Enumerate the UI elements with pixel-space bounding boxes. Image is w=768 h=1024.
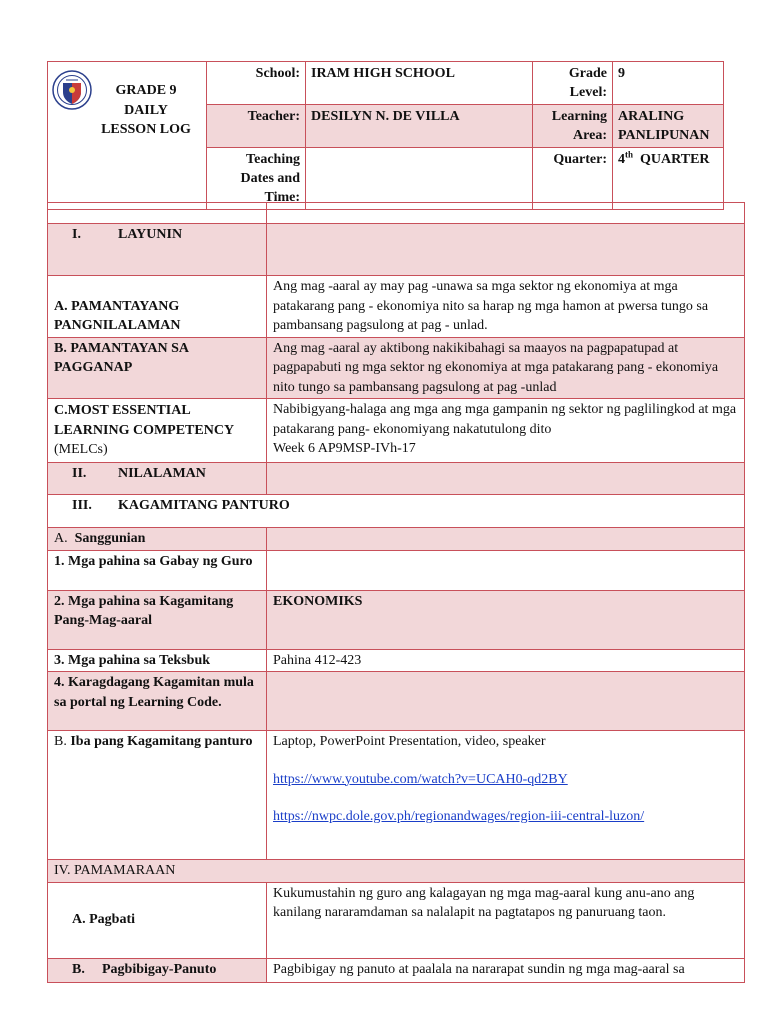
teaching-dates-label: Teaching Dates and Time: bbox=[207, 148, 306, 210]
teksbuk-label: 3. Mga pahina sa Teksbuk bbox=[48, 649, 267, 672]
school-value: IRAM HIGH SCHOOL bbox=[306, 62, 533, 105]
school-label: School: bbox=[207, 62, 306, 105]
title-line-2: DAILY bbox=[124, 102, 168, 118]
quarter-label: Quarter: bbox=[533, 148, 613, 210]
lesson-plan-table bbox=[47, 202, 745, 983]
pagbati-label: A. Pagbati bbox=[48, 882, 267, 958]
section-layunin: I. LAYUNIN bbox=[48, 224, 267, 276]
section-kagamitang-panturo: III. KAGAMITANG PANTURO bbox=[48, 495, 745, 528]
deped-seal-icon bbox=[52, 70, 92, 110]
title-line-1: GRADE 9 bbox=[115, 83, 177, 98]
gabay-ng-guro-label: 1. Mga pahina sa Gabay ng Guro bbox=[48, 550, 267, 590]
section-nilalaman: II. NILALAMAN bbox=[48, 463, 267, 495]
grade-level-value: 9 bbox=[613, 62, 724, 105]
section-pamamaraan: IV. PAMAMARAAN bbox=[48, 860, 745, 883]
teksbuk-value: Pahina 412-423 bbox=[267, 649, 745, 672]
pamantayang-pangnilalaman-label: A. PAMANTAYANG PANGNILALAMAN bbox=[48, 276, 267, 338]
melc-code: Week 6 AP9MSP-IVh-17 bbox=[273, 441, 416, 456]
learning-area-label: Learning Area: bbox=[533, 105, 613, 148]
kagamitang-pang-mag-aaral-value: EKONOMIKS bbox=[267, 590, 745, 649]
iba-pang-kagamitan-value bbox=[267, 731, 745, 860]
grade-level-label: Grade Level: bbox=[533, 62, 613, 105]
empty-label-cell bbox=[48, 203, 267, 224]
lesson-log-title bbox=[98, 81, 194, 140]
pagbibigay-panuto-text: Pagbibigay ng panuto at paalala na nararapat sundin ng mga mag-aaral sa bbox=[267, 958, 745, 982]
nwpc-dole-link[interactable]: https://nwpc.dole.gov.ph/regionandwages/region-iii-central-luzon/ bbox=[273, 809, 645, 824]
melc-description: Nabibigyang-halaga ang mga ang mga gampanin ng sektor ng paglilingkod at mga patakarang pang- ekonomiyang nakatutulong dito bbox=[273, 402, 737, 437]
empty-value-cell bbox=[267, 203, 745, 224]
gabay-ng-guro-value bbox=[267, 550, 745, 590]
pamantayan-sa-pagganap-label: B. PAMANTAYAN SA PAGGANAP bbox=[48, 337, 267, 399]
melc-label: C.MOST ESSENTIAL LEARNING COMPETENCY (MELCs) bbox=[48, 399, 267, 463]
teacher-label: Teacher: bbox=[207, 105, 306, 148]
youtube-link[interactable]: https://www.youtube.com/watch?v=UCAH0-qd2BY bbox=[273, 771, 568, 787]
teaching-dates-value bbox=[306, 148, 533, 210]
materials-text: Laptop, PowerPoint Presentation, video, speaker bbox=[273, 734, 546, 749]
logo-cell bbox=[48, 62, 207, 210]
melc-text bbox=[267, 399, 745, 463]
learning-portal-value bbox=[267, 672, 745, 731]
header-table bbox=[47, 61, 724, 210]
learning-portal-label: 4. Karagdagang Kagamitan mula sa portal ng Learning Code. bbox=[48, 672, 267, 731]
sanggunian-label: A. Sanggunian bbox=[48, 528, 267, 551]
nilalaman-value bbox=[267, 463, 745, 495]
layunin-value bbox=[267, 224, 745, 276]
learning-area-value: ARALING PANLIPUNAN bbox=[613, 105, 724, 148]
pamantayang-pangnilalaman-text: Ang mag -aaral ay may pag -unawa sa mga sektor ng ekonomiya at mga patakarang pang - ekonomiya nito sa harap ng mga hamon at pwersa tungo sa pambansang pagsulong at pag - unlad. bbox=[267, 276, 745, 338]
sanggunian-value bbox=[267, 528, 745, 551]
iba-pang-kagamitan-label: B. Iba pang Kagamitang panturo bbox=[48, 731, 267, 860]
pagbibigay-panuto-label: B. Pagbibigay-Panuto bbox=[48, 958, 267, 982]
quarter-value: 4th QUARTER bbox=[613, 148, 724, 210]
title-line-3: LESSON LOG bbox=[101, 122, 191, 137]
kagamitang-pang-mag-aaral-label: 2. Mga pahina sa Kagamitang Pang-Mag-aaral bbox=[48, 590, 267, 649]
teacher-value: DESILYN N. DE VILLA bbox=[306, 105, 533, 148]
pamantayan-sa-pagganap-text: Ang mag -aaral ay aktibong nakikibahagi sa maayos na pagpapatupad at pagpapabuti ng mga sektor ng ekonomiya at mga patakarang pang - ekonomiya nito tungo sa pambansang pagsulong at pag -unlad bbox=[267, 337, 745, 399]
pagbati-text: Kukumustahin ng guro ang kalagayan ng mga mag-aaral kung anu-ano ang kanilang nararamdaman sa nalalapit na pagtatapos ng panuruang taon. bbox=[267, 882, 745, 958]
